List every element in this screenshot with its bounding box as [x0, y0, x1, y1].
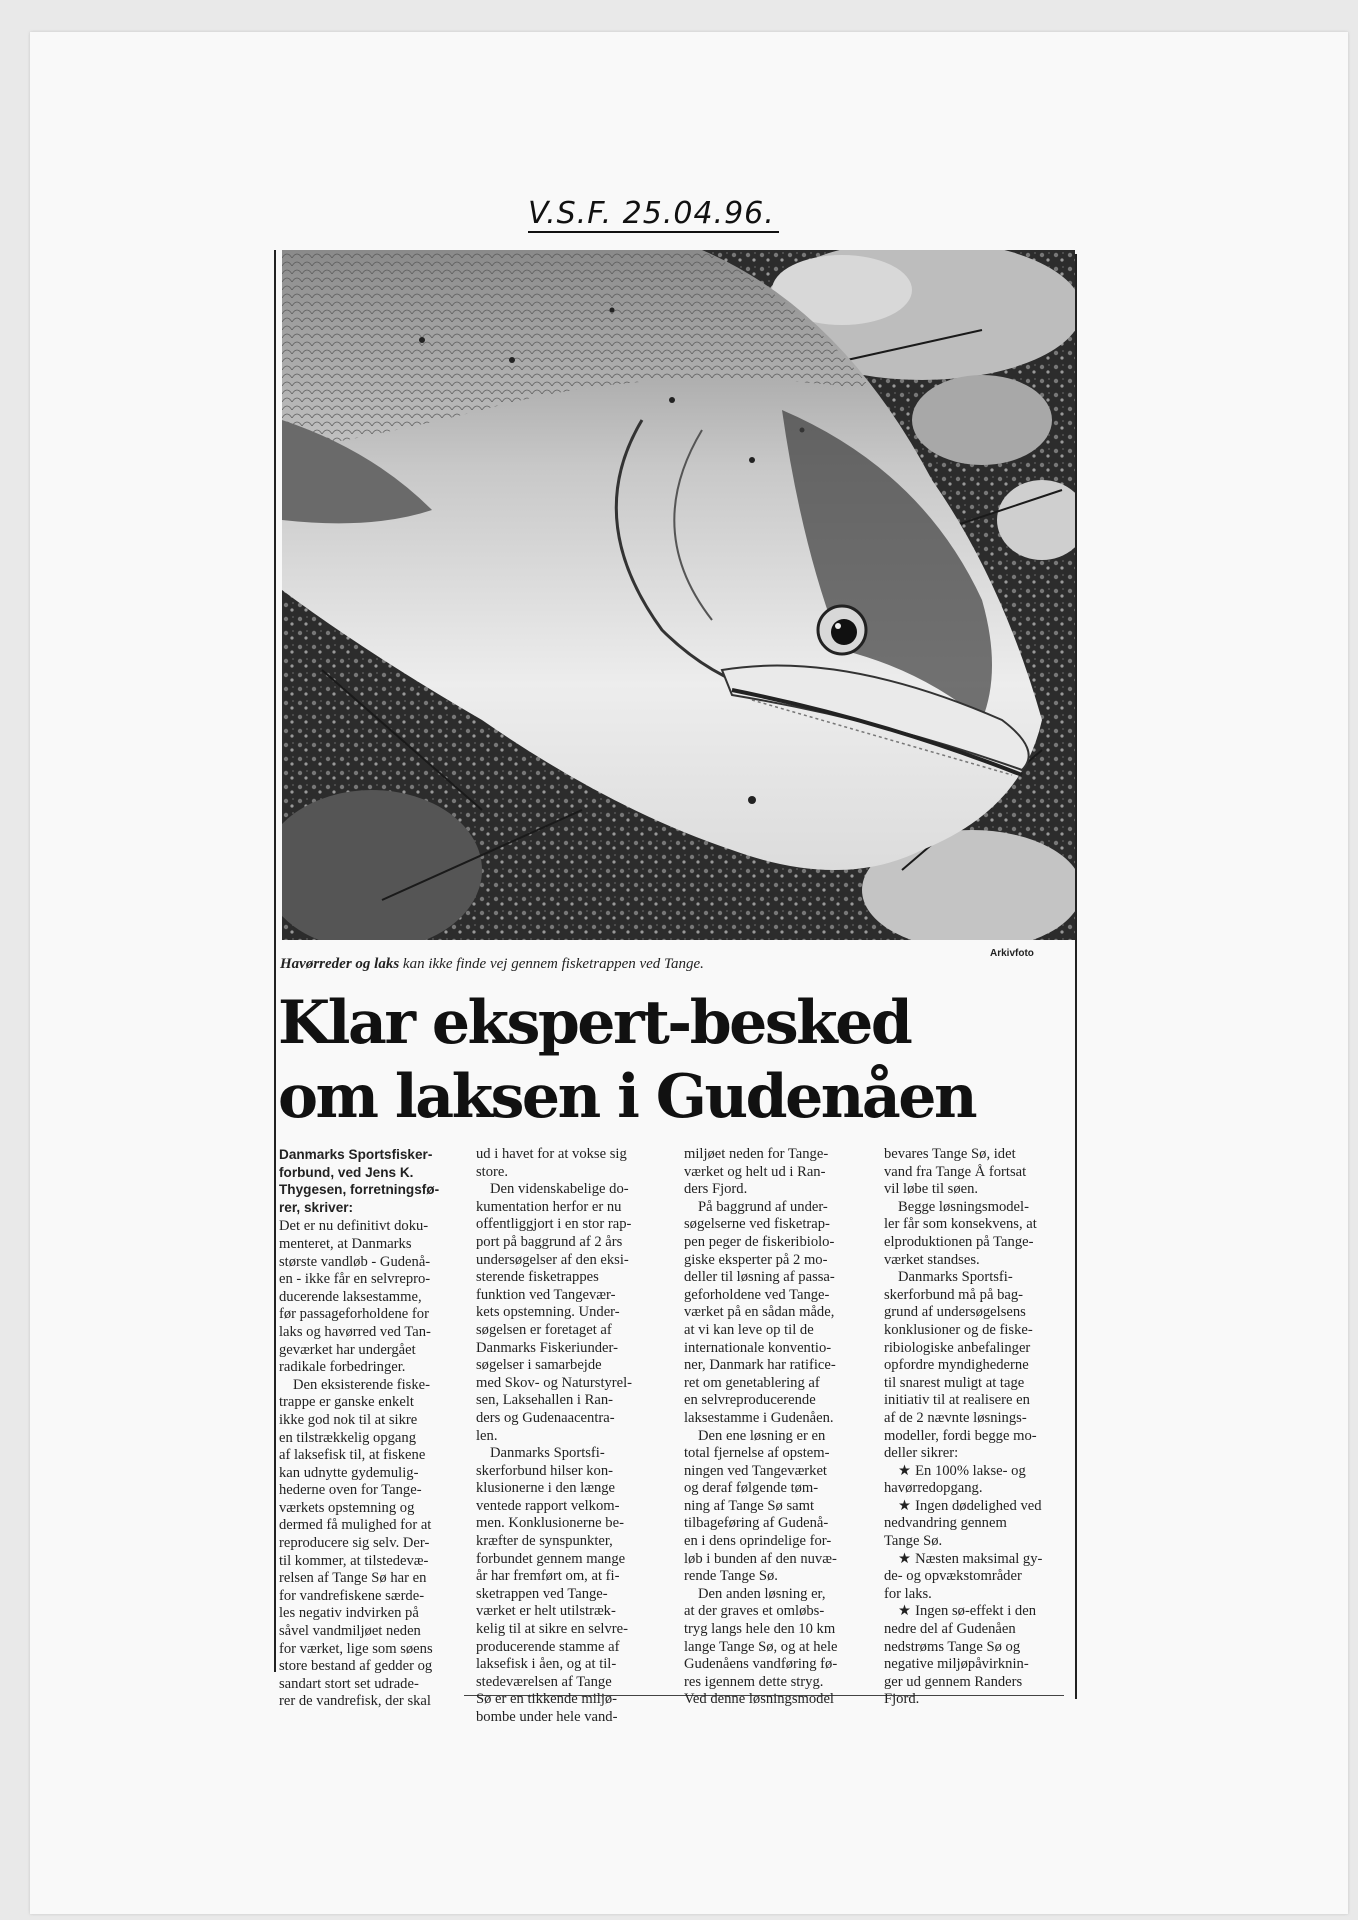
paragraph: ud i havet for at vokse sig store.: [476, 1146, 627, 1180]
bullet-item: [884, 1463, 1070, 1498]
headline-line-2: om laksen i Gudenåen: [278, 1062, 976, 1132]
headline-line-1: Klar ekspert-besked: [278, 988, 911, 1058]
star-icon: ★: [898, 1497, 912, 1514]
bullet-item: [884, 1603, 1070, 1709]
headline: [278, 986, 1078, 1134]
clipping-edge-right: [1075, 254, 1077, 1699]
salmon-photo: [282, 250, 1075, 940]
caption-rest: kan ikke finde vej gennem fisketrappen ved Tange.: [399, 956, 704, 972]
paragraph: Danmarks Sportsfi- skerforbund må på bag- grund af undersøgelsens konklusioner og de fiske- ribiologiske anbefalinger opfordre myndighederne til snarest muligt at tage initiativ til at realisere en af de 2 nævnte løsnings- modeller, fordi begge mo- deller sikrer:: [884, 1269, 1037, 1462]
star-icon: ★: [898, 1462, 912, 1479]
bullet-text: Næsten maksimal gy- de- og opvækstområder for laks.: [884, 1550, 1043, 1602]
photo-credit: Arkivfoto: [990, 948, 1034, 959]
bullet-text: En 100% lakse- og havørredopgang.: [884, 1462, 1026, 1497]
paragraph: Det er nu definitivt doku- menteret, at Danmarks største vandløb - Gudenå- en - ikke får en selvrepro- ducerende laksestamme, før passageforholdene for laks og havørred ved Tan- geværket har undergået radikale forbedringer.: [279, 1218, 431, 1376]
paragraph: Den ene løsning er en total fjernelse af opstem- ningen ved Tangeværket og deraf følgende tøm- ning af Tange Sø samt tilbageføring af Gudenå- en i dens oprindelige for- løb i bunden af den nuvæ- rende Tange Sø.: [684, 1427, 837, 1585]
paragraph: Den anden løsning er, at der graves et omløbs- tryg langs hele den 10 km lange Tange Sø, og at hele Gudenåens vandføring fø- res igennem dette stryg. Ved denne løsningsmodel: [684, 1585, 838, 1708]
paragraph: bevares Tange Sø, idet vand fra Tange Å fortsat vil løbe til søen.: [884, 1146, 1027, 1198]
bullet-item: [884, 1498, 1070, 1551]
paragraph: Den eksisterende fiske- trappe er ganske enkelt ikke god nok til at sikre en tilstrækkelig opgang af laksefisk til, at fiskene kan udnytte gydemulig- hederne oven for Tange- værkets opstemning og dermed få mulighed for at reproducere sig selv. Der- til kommer, at tilstedevæ- relsen af Tange Sø har en for vandrefiskene særde- les negativ indvirken på såvel vandmiljøet neden for værket, lige som søens store bestand af gedder og sandart stort set udrade- rer de vandrefisk, der skal: [279, 1376, 433, 1710]
paragraph: Den videnskabelige do- kumentation herfor er nu offentliggjort i en stor rap- port på baggrund af 2 års undersøgelser af den eksi- sterende fisketrappes funktion ved Tangevær- kets opstemning. Under- søgelsen er foretaget af Danmarks Fiskeriunder- søgelser i samarbejde med Skov- og Naturstyrel- sen, Laksehallen i Ran- ders og Gudenaacentra- len.: [476, 1181, 633, 1444]
paragraph: Danmarks Sportsfi- skerforbund hilser kon- klusionerne i den længe ventede rapport velkom- men. Konklusionerne be- kræfter de synspunkter, forbundet gennem mange år har fremført om, at fi- sketrappen ved Tange- værket er helt utilstræk- kelig til at sikre en selvre- producerende stamme af laksefisk i åen, og at til- stedeværelsen af Tange Sø er en tikkende miljø- bombe under hele vand-: [476, 1445, 628, 1725]
paragraph: På baggrund af under- søgelserne ved fisketrap- pen peger de fiskeribiolo- giske eksperter på 2 mo- deller til løsning af passa- geforholdene ved Tange- værket på en sådan måde, at vi kan leve op til de internationale konventio- ner, Danmark har ratifice- ret om genetablering af en selvreproducerende laksestamme i Gudenåen.: [684, 1198, 836, 1426]
salmon-head-illustration: [282, 250, 1075, 940]
caption-bold: Havørreder og laks: [280, 956, 400, 972]
bullet-item: [884, 1551, 1070, 1604]
article-column-4: [884, 1146, 1070, 1709]
paragraph: Begge løsningsmodel- ler får som konsekvens, at elproduktionen på Tange- værket standses.: [884, 1198, 1037, 1268]
photo-caption: [280, 956, 840, 973]
article-column-1: [279, 1146, 456, 1711]
handwritten-dateline: V.S.F. 25.04.96.: [528, 197, 779, 233]
byline: Danmarks Sportsfisker- forbund, ved Jens K. Thygesen, forretningsfø- rer, skriver:: [279, 1147, 440, 1215]
article-column-2: [476, 1146, 663, 1727]
bullet-list: [884, 1463, 1070, 1709]
article-column-3: [684, 1146, 866, 1709]
star-icon: ★: [898, 1550, 912, 1567]
clipping-edge-left: [274, 250, 276, 1672]
bullet-text: Ingen dødelighed ved nedvandring gennem Tange Sø.: [884, 1497, 1042, 1550]
star-icon: ★: [898, 1603, 912, 1620]
bullet-text: Ingen sø-effekt i den nedre del af Gudenåen nedstrøms Tange Sø og negative miljøpåvirknin- ger ud gennem Randers Fjord.: [884, 1603, 1036, 1708]
paragraph: miljøet neden for Tange- værket og helt ud i Ran- ders Fjord.: [684, 1146, 829, 1198]
